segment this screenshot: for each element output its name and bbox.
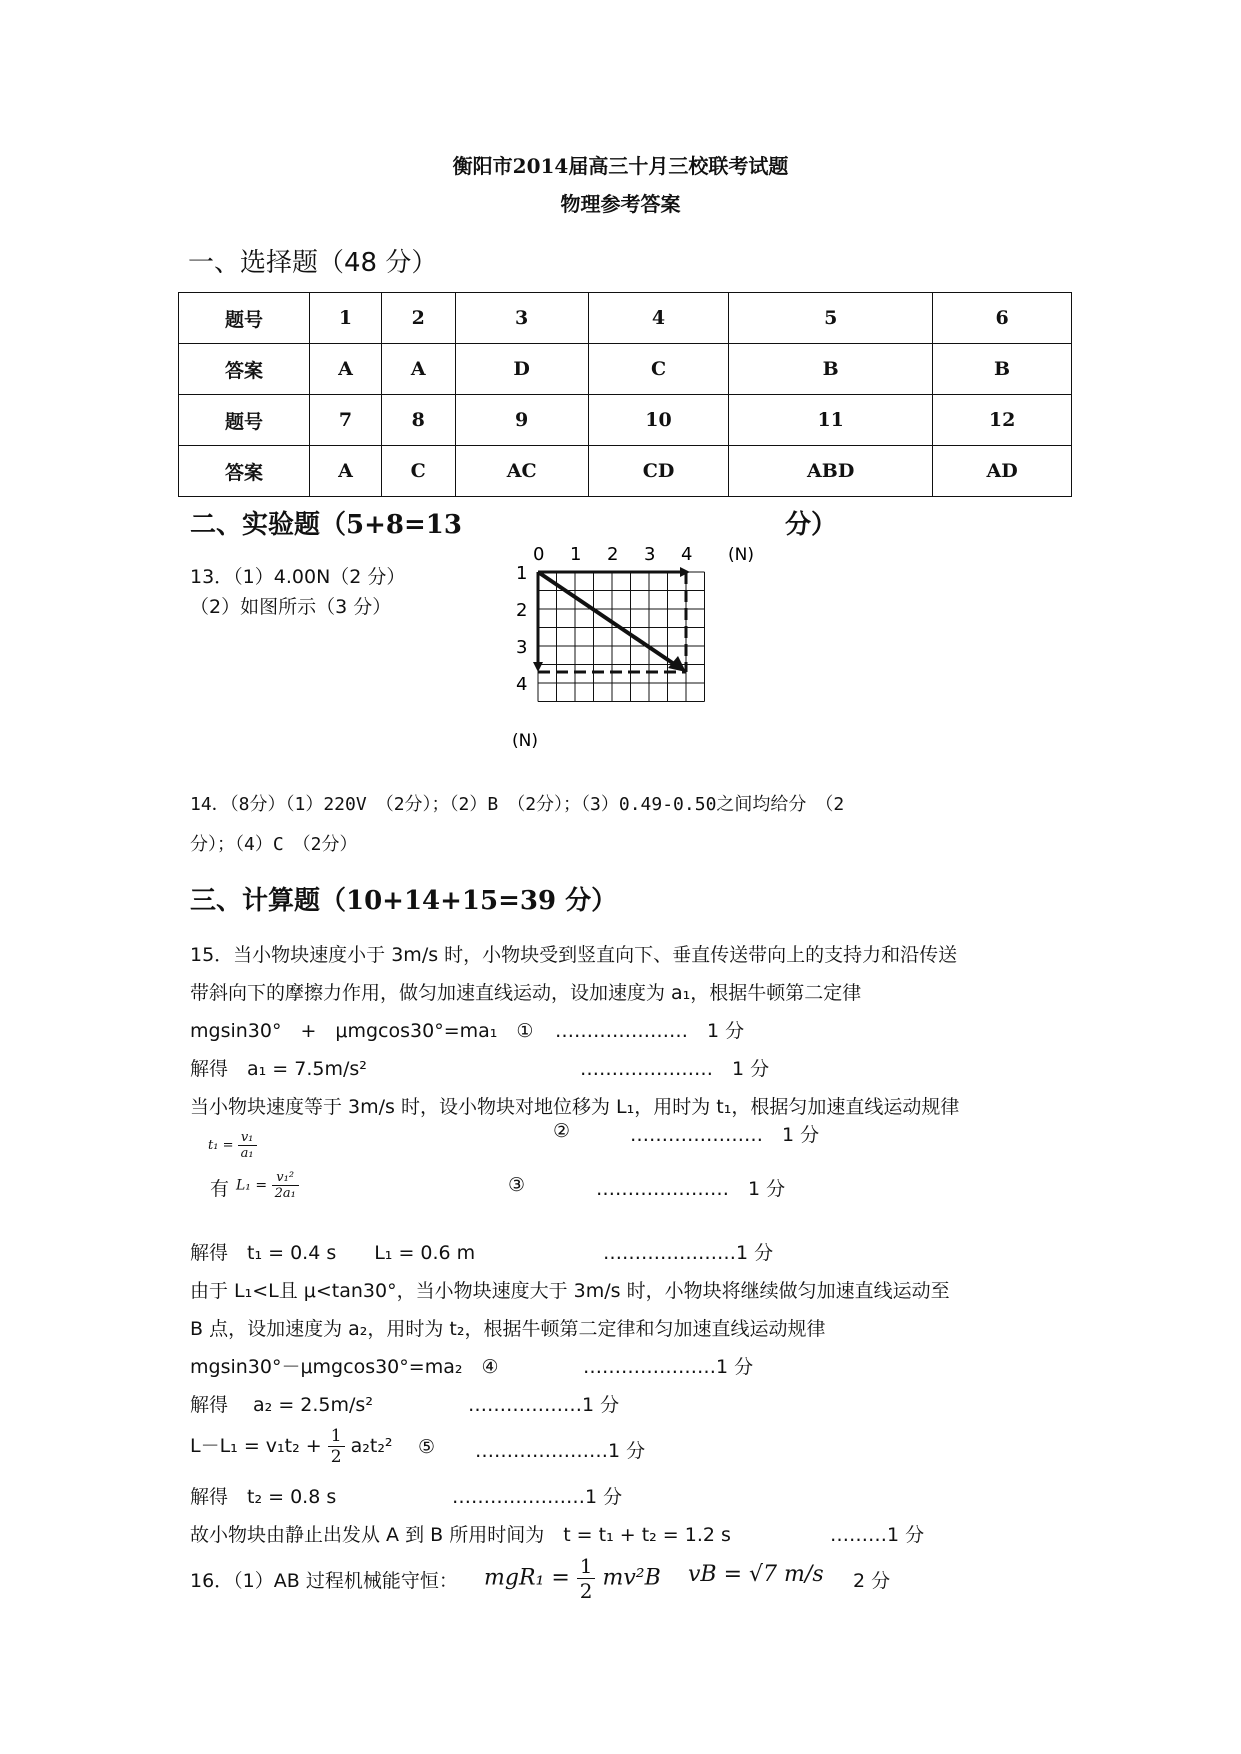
q14-answer-1: 14．（8分）（1）220V （2分）；（2）B （2分）；（3）0.49-0.50之间均给分 （2 [190, 794, 845, 815]
table-row [179, 344, 1072, 395]
q15-score-10: ………1 分 [830, 1524, 925, 1546]
table-cell: A [310, 446, 382, 497]
q15-line-2: 带斜向下的摩擦力作用，做匀加速直线运动，设加速度为 a₁，根据牛顿第二定律 [190, 982, 862, 1004]
table-cell: A [310, 344, 382, 395]
q15-conclusion: 故小物块由静止出发从 A 到 B 所用时间为 t = t₁ + t₂ = 1.2 s [190, 1524, 731, 1546]
answer-table [178, 292, 1072, 497]
q15-score-4: ………………… 1 分 [596, 1178, 786, 1200]
q15-result-3: 解得 a₂ = 2.5m/s² [190, 1394, 373, 1416]
q15-equation-5: L－L₁ = v₁t₂ + $\frac{1}{2}$ a₂t₂² [190, 1426, 393, 1467]
q15-formula-l1: L₁ = $\frac{\text{v₁²}}{\text{2a₁}}$ [236, 1170, 299, 1201]
y-unit-label: (N) [512, 731, 538, 751]
table-cell: AC [455, 446, 588, 497]
q16-score: 2 分 [853, 1570, 891, 1592]
table-row-label: 题号 [179, 395, 310, 446]
q15-score-5: …………………1 分 [603, 1242, 774, 1264]
q15-formula-t1: t₁ = $\frac{\text{v₁}}{\text{a₁}}$ [208, 1130, 257, 1161]
table-cell: 12 [933, 395, 1072, 446]
x-unit-label: (N) [728, 545, 754, 565]
table-row [179, 395, 1072, 446]
q15-result-2: 解得 t₁ = 0.4 s L₁ = 0.6 m [190, 1242, 476, 1264]
table-cell: CD [588, 446, 728, 497]
q14-answer-2: 分）；（4）C （2分） [190, 834, 358, 855]
page-subtitle: 物理参考答案 [560, 192, 681, 216]
q15-score-8: …………………1 分 [475, 1440, 646, 1462]
y-tick-label: 1 [516, 563, 528, 584]
table-row [179, 446, 1072, 497]
table-cell: 1 [310, 293, 382, 344]
q15-result-4: 解得 t₂ = 0.8 s [190, 1486, 337, 1508]
q15-score-1: ………………… 1 分 [555, 1020, 745, 1042]
q15-mark-3: ③ [508, 1174, 526, 1196]
table-row [179, 293, 1072, 344]
section2-heading-score: 分） [785, 510, 838, 540]
section1-heading: 一、选择题（48 分） [188, 248, 438, 278]
q15-equation-1: mgsin30° + μmgcos30°=ma₁ ① [190, 1020, 534, 1042]
table-row-label: 答案 [179, 446, 310, 497]
table-cell: 6 [933, 293, 1072, 344]
q15-equation-4: mgsin30°－μmgcos30°=ma₂ ④ [190, 1356, 499, 1378]
q15-line-1: 15．当小物块速度小于 3m/s 时，小物块受到竖直向下、垂直传送带向上的支持力和沿传送 [190, 944, 958, 966]
section2-heading: 二、实验题（5+8=13 [190, 510, 462, 540]
table-cell: 5 [729, 293, 933, 344]
table-cell: D [455, 344, 588, 395]
page-title: 衡阳市2014届高三十月三校联考试题 [452, 154, 789, 178]
table-row-label: 答案 [179, 344, 310, 395]
q15-line-5: 当小物块速度等于 3m/s 时，设小物块对地位移为 L₁，用时为 t₁，根据匀加速直线运动规律 [190, 1096, 960, 1118]
y-tick-label: 4 [516, 674, 528, 695]
q15-score-2: ………………… 1 分 [580, 1058, 770, 1080]
table-cell: 8 [381, 395, 455, 446]
table-cell: AD [933, 446, 1072, 497]
q13-answer-1: 13．（1）4.00N（2 分） [190, 566, 406, 588]
table-cell: 7 [310, 395, 382, 446]
table-cell: B [729, 344, 933, 395]
table-cell: C [381, 446, 455, 497]
q15-mark-2: ② [553, 1120, 571, 1142]
q16-prefix: 16．（1）AB 过程机械能守恒： [190, 1570, 458, 1592]
q15-line-10: B 点，设加速度为 a₂，用时为 t₂，根据牛顿第二定律和匀加速直线运动规律 [190, 1318, 826, 1340]
q15-mark-5: ⑤ [418, 1436, 436, 1458]
table-cell: 11 [729, 395, 933, 446]
table-cell: 3 [455, 293, 588, 344]
y-tick-label: 2 [516, 600, 528, 621]
q15-score-3: ………………… 1 分 [630, 1124, 820, 1146]
table-cell: 2 [381, 293, 455, 344]
q16-vb-result: vB = √7 m/s [688, 1562, 824, 1587]
x-tick-label: 0 [533, 544, 545, 565]
force-diagram [500, 538, 780, 758]
q15-score-7: ………………1 分 [468, 1394, 620, 1416]
q15-result-1: 解得 a₁ = 7.5m/s² [190, 1058, 367, 1080]
table-cell: ABD [729, 446, 933, 497]
table-cell: A [381, 344, 455, 395]
x-tick-label: 4 [681, 544, 693, 565]
x-tick-label: 3 [644, 544, 656, 565]
table-cell: B [933, 344, 1072, 395]
q15-line-9: 由于 L₁<L且 μ<tan30°，当小物块速度大于 3m/s 时，小物块将继续做匀加速直线运动至 [190, 1280, 950, 1302]
y-tick-label: 3 [516, 637, 528, 658]
table-row-label: 题号 [179, 293, 310, 344]
section3-heading: 三、计算题（10+14+15=39 分） [190, 886, 618, 916]
table-cell: 4 [588, 293, 728, 344]
x-tick-label: 1 [570, 544, 582, 565]
q15-score-9: …………………1 分 [452, 1486, 623, 1508]
q15-score-6: …………………1 分 [583, 1356, 754, 1378]
x-tick-label: 2 [607, 544, 619, 565]
table-cell: C [588, 344, 728, 395]
table-cell: 10 [588, 395, 728, 446]
vector-resultant [538, 572, 677, 666]
table-cell: 9 [455, 395, 588, 446]
q13-answer-2: （2）如图所示（3 分） [190, 596, 392, 618]
q15-prefix-you: 有 [210, 1178, 230, 1200]
q16-energy-equation: mgR₁ = $\frac{1}{2}$ mv²B [484, 1554, 661, 1603]
